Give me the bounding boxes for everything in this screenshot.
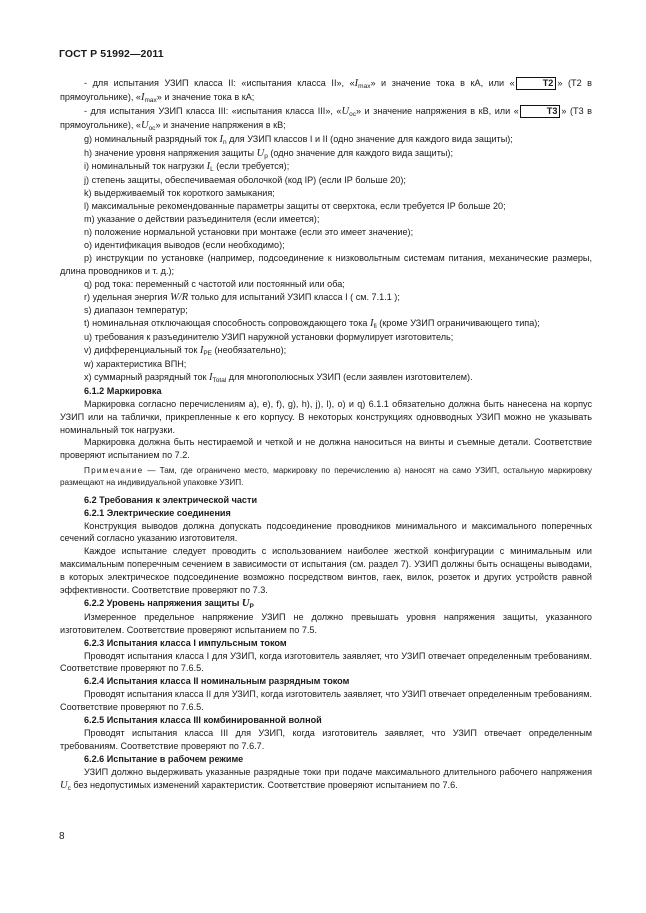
item-class3: - для испытания УЗИП класса III: «испытания класса III», «$U_{oc}$» и значение напряжения в кВ, или « T3 » (T3 в прямоугольнике), «$U_{oc}$» и значение напряжения в кВ;	[60, 105, 592, 132]
t3-box-symbol: T3	[520, 105, 561, 118]
paragraph-6-2-2: Измеренное предельное напряжение УЗИП не должно превышать уровня напряжения защиты, указанного изготовителем. Соответствие проверяют испытанием по 7.5.	[60, 611, 592, 635]
t2-box-symbol: T2	[516, 77, 557, 90]
paragraph-6-2-4: Проводят испытания класса II для УЗИП, когда изготовитель заявляет, что УЗИП отвечает определенным требованиям. Соответствие проверяют по 7.6.5.	[60, 689, 592, 713]
section-heading-6-1-2: 6.1.2 Маркировка	[84, 385, 162, 396]
item-v: v) дифференциальный ток $I_{PE}$ (необязательно);	[84, 345, 287, 358]
note-label: Примечание	[84, 466, 144, 476]
section-heading-6-2-3: 6.2.3 Испытания класса I импульсным током	[84, 637, 287, 648]
item-r: r) удельная энергия W/R только для испытаний УЗИП класса I ( см. 7.1.1 );	[84, 291, 400, 303]
item-h: h) значение уровня напряжения защиты $U_p$ (одно значение для каждого вида защиты);	[84, 147, 453, 160]
note-paragraph: Примечание — Там, где ограничено место, маркировку по перечислению a) наносят на само УЗИП, остальную маркировку размещают на индивидуальной упаковке УЗИП.	[60, 466, 592, 488]
item-o: o) идентификация выводов (если необходимо);	[84, 239, 285, 250]
item-i: i) номинальный ток нагрузки $I_L$ (если требуется);	[84, 161, 290, 174]
item-u: u) требования к разъединителю УЗИП наружной установки формулирует изготовитель;	[84, 332, 454, 343]
item-q: q) род тока: переменный с частотой или постоянный или оба;	[84, 278, 345, 289]
paragraph-6-2-1-b: Каждое испытание следует проводить с использованием наиболее жесткой конфигурации с минимальным или максимальным поперечным сечением в зависимости от испытания (см. раздел 7). УЗИП должны быть оснащены выводами, в которых электрическое подсоединение возможно посредством винтов, гаек, вилок, розеток и других устройств равной эффективности. Соответствие проверяют по 7.3.	[60, 546, 592, 596]
section-heading-6-2-1: 6.2.1 Электрические соединения	[84, 507, 231, 518]
item-w: w) характеристика ВПН;	[84, 359, 187, 370]
item-l: l) максимальные рекомендованные параметры защиты от сверхтока, если требуется IP больше 20;	[84, 201, 506, 212]
section-heading-6-2-6: 6.2.6 Испытание в рабочем режиме	[84, 753, 244, 764]
document-header: ГОСТ Р 51992—2011	[59, 48, 164, 60]
item-t: t) номинальная отключающая способность сопровождающего тока $I_{fi}$ (кроме УЗИП ограничивающего типа);	[84, 318, 540, 331]
paragraph-6-2-3: Проводят испытания класса I для УЗИП, когда изготовитель заявляет, что УЗИП отвечает определенным требованиям. Соответствие проверяют по 7.6.5.	[60, 650, 592, 674]
section-heading-6-2: 6.2 Требования к электрической части	[84, 494, 258, 505]
paragraph-6-2-6: УЗИП должно выдерживать указанные разрядные токи при подаче максимального длительного рабочего напряжения $U_c$ без недопустимых изменений характеристик. Соответствие проверяют испытанием по 7.6.	[60, 766, 592, 792]
section-heading-6-2-5: 6.2.5 Испытания класса III комбинированной волной	[84, 715, 322, 726]
item-x: x) суммарный разрядный ток $I_{Total}$ для многополюсных УЗИП (если заявлен изготовителем).	[84, 371, 473, 384]
item-k: k) выдерживаемый ток короткого замыкания;	[84, 188, 275, 199]
paragraph-6-2-1-a: Конструкция выводов должна допускать подсоединение проводников минимального и максимального поперечных сечений согласно указанию изготовителя.	[60, 520, 592, 544]
item-s: s) диапазон температур;	[84, 305, 188, 316]
page-number: 8	[59, 831, 65, 842]
document-body	[60, 77, 592, 793]
paragraph-marking-1: Маркировка согласно перечислениям a), e), f), g), h), j), l), o) и q) 6.1.1 обязательно должна быть нанесена на корпус УЗИП или на таблички, прикрепленные к его корпусу. В некоторых конструкциях одновводных УЗИП можно не указывать номинальный ток нагрузки.	[60, 398, 592, 435]
item-class2: - для испытания УЗИП класса II: «испытания класса II», «$I_{max}$» и значение тока в кА, или « T2 » (T2 в прямоугольнике), «$I_{max}$» и значение тока в кА;	[60, 78, 593, 104]
item-p: p) инструкции по установке (например, подсоединение к низковольтным системам питания, механические размеры, длина проводников и т. д.);	[60, 252, 592, 276]
paragraph-marking-2: Маркировка должна быть нестираемой и четкой и не должна наноситься на винты и съемные детали. Соответствие проверяют испытанием по 7.2.	[60, 437, 592, 461]
section-heading-6-2-2: 6.2.2 Уровень напряжения защиты $U_P$	[84, 597, 254, 610]
paragraph-6-2-5: Проводят испытания класса III для УЗИП, когда изготовитель заявляет, что УЗИП отвечает определенным требованиям. Соответствие проверяют по 7.6.7.	[60, 728, 592, 751]
item-j: j) степень защиты, обеспечиваемая оболочкой (код IP) (если IP больше 20);	[84, 175, 406, 186]
item-m: m) указание о действии разъединителя (если имеется);	[84, 214, 320, 225]
item-g: g) номинальный разрядный ток $I_n$ для УЗИП классов I и II (одно значение для каждого вида защиты);	[84, 133, 513, 146]
section-heading-6-2-4: 6.2.4 Испытания класса II номинальным разрядным током	[84, 676, 350, 687]
item-n: n) положение нормальной установки при монтаже (если это имеет значение);	[84, 226, 414, 237]
